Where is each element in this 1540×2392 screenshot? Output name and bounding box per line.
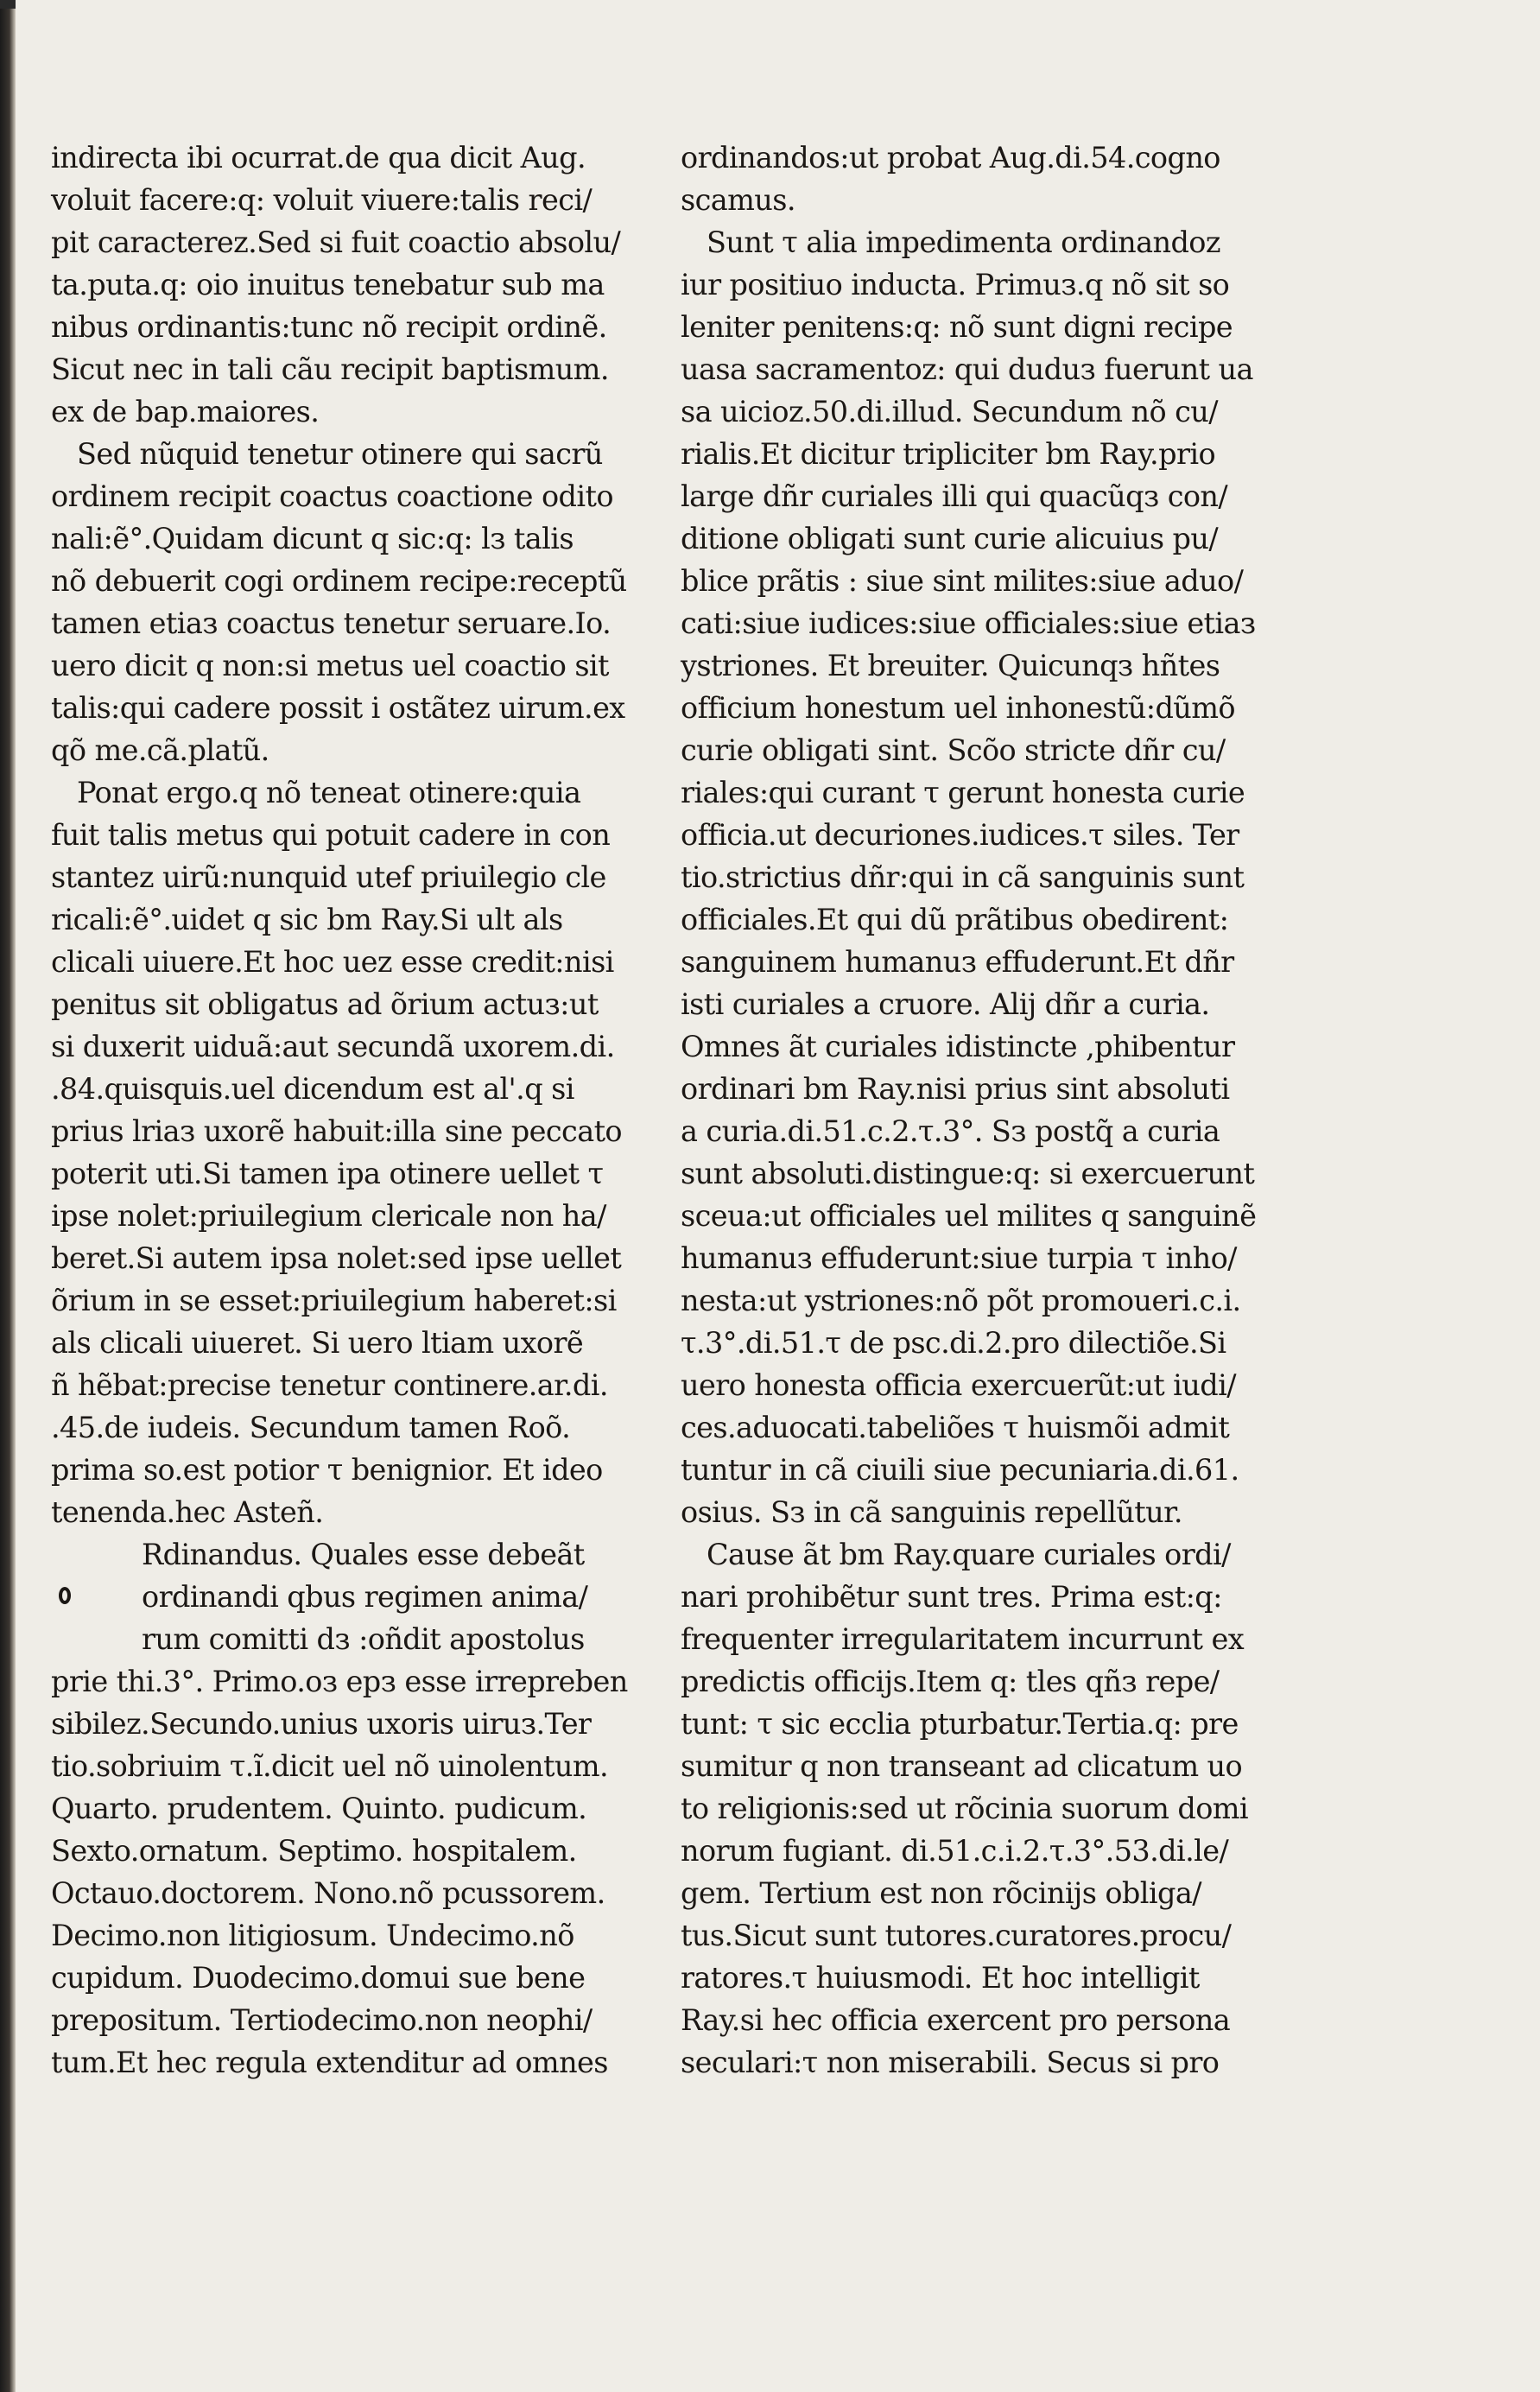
left-column-line: pit caracterez.Sed si fuit coactio absolu/: [51, 225, 621, 259]
left-column-line: nibus ordinantis:tunc nõ recipit ordinẽ.: [51, 310, 607, 344]
left-column-line: tio.sobriuim τ.ĩ.dicit uel nõ uinolentum.: [51, 1749, 609, 1783]
right-column-line: ratores.τ huiusmodi. Et hoc intelligit: [681, 1961, 1200, 1995]
right-column-line: sunt absoluti.distingue:q: si exercuerunt: [681, 1157, 1255, 1190]
right-column-line: blice prãtis : siue sint milites:siue aduo/: [681, 564, 1244, 598]
left-column-line: tenenda.hec Asteñ.: [51, 1495, 324, 1529]
left-column-line: Sed nũquid tenetur otinere qui sacrũ: [77, 437, 603, 471]
left-column-line: stantez uirũ:nunquid utef priuilegio cle: [51, 860, 606, 894]
right-column-line: leniter penitens:q: nõ sunt digni recipe: [681, 310, 1233, 344]
left-text-column: [51, 136, 638, 2084]
right-column-line: ystriones. Et breuiter. Quicunqз hñtes: [681, 649, 1220, 682]
left-column-line: cupidum. Duodecimo.domui sue bene: [51, 1961, 586, 1995]
right-column-line: ordinandos:ut probat Aug.di.54.cogno: [681, 141, 1220, 174]
left-column-line: tum.Et hec regula extenditur ad omnes: [51, 2046, 608, 2079]
right-column-line: sa uicioz.50.di.illud. Secundum nõ cu/: [681, 395, 1218, 428]
right-column-line: seculari:τ non miserabili. Secus si pro: [681, 2046, 1220, 2079]
right-column-line: Ray.si hec officia exercent pro persona: [681, 2003, 1231, 2037]
left-column-line: Octauo.doctorem. Nono.nõ pcussorem.: [51, 1876, 605, 1910]
left-column-line: qõ me.cã.platũ.: [51, 733, 269, 767]
left-column-line: Ponat ergo.q nõ teneat otinere:quia: [77, 776, 581, 809]
left-column-line: Sicut nec in tali cãu recipit baptismum.: [51, 352, 609, 386]
left-column-line: ta.puta.q: oio inuitus tenebatur sub ma: [51, 268, 605, 301]
right-column-line: tus.Sicut sunt tutores.curatores.procu/: [681, 1919, 1232, 1952]
right-column-line: gem. Tertium est non rõcinijs obliga/: [681, 1876, 1201, 1910]
left-column-line: tamen etiaз coactus tenetur seruare.Io.: [51, 606, 612, 640]
left-column-line: ipse nolet:priuilegium clericale non ha/: [51, 1199, 606, 1233]
left-column-line: uero dicit q non:si metus uel coactio sit: [51, 649, 609, 682]
left-column-line: ricali:ẽ°.uidet q sic bm Ray.Si ult als: [51, 903, 563, 936]
left-column-line: Sexto.ornatum. Septimo. hospitalem.: [51, 1834, 577, 1868]
right-column-line: a curia.di.51.c.2.τ.3°. Sз postq̃ a curia: [681, 1114, 1220, 1148]
right-text-column: [681, 136, 1307, 2084]
right-column-line: curie obligati sint. Scõo stricte dñr cu/: [681, 733, 1226, 767]
right-column-line: ordinari bm Ray.nisi prius sint absoluti: [681, 1072, 1230, 1106]
right-column-line: uero honesta officia exercuerũt:ut iudi/: [681, 1368, 1236, 1402]
right-column-line: predictis officijs.Item q: tles qñз repe/: [681, 1665, 1220, 1698]
left-column-line: penitus sit obligatus ad õrium actuз:ut: [51, 987, 599, 1021]
right-column-line: rialis.Et dicitur tripliciter bm Ray.prio: [681, 437, 1216, 471]
right-column-line: ditione obligati sunt curie alicuius pu/: [681, 522, 1219, 555]
left-column-line: ordinandi qbus regimen anima/: [142, 1580, 588, 1614]
left-column-line: ñ hẽbat:precise tenetur continere.ar.di.: [51, 1368, 608, 1402]
left-column-line: fuit talis metus qui potuit cadere in con: [51, 818, 611, 852]
right-column-line: humanuз effuderunt:siue turpia τ inho/: [681, 1241, 1237, 1275]
right-column-line: Sunt τ alia impedimenta ordinandoz: [707, 225, 1220, 259]
right-column-line: Omnes ãt curiales idistincte ,phibentur: [681, 1030, 1235, 1063]
page-binding-edge: [0, 0, 16, 2392]
left-column-line: si duxerit uiduã:aut secundã uxorem.di.: [51, 1030, 615, 1063]
right-column-line: officia.ut decuriones.iudices.τ siles. Ter: [681, 818, 1239, 852]
left-column-line: als clicali uiueret. Si uero ltiam uxorẽ: [51, 1326, 584, 1360]
left-column-line: ex de bap.maiores.: [51, 395, 320, 428]
right-column-line: riales:qui curant τ gerunt honesta curie: [681, 776, 1245, 809]
right-column-line: ces.aduocati.tabeliões τ huismõi admit: [681, 1411, 1230, 1444]
left-column-line: voluit facere:q: voluit viuere:talis reci/: [51, 183, 593, 217]
left-column-line: .84.quisquis.uel dicendum est al'.q si: [51, 1072, 574, 1106]
right-column-line: officium honestum uel inhonestũ:dũmõ: [681, 691, 1236, 725]
paragraph-mark-icon: [59, 1587, 71, 1604]
right-column-line: frequenter irregularitatem incurrunt ex: [681, 1622, 1244, 1656]
right-column-line: large dñr curiales illi qui quacũqз con/: [681, 479, 1228, 513]
left-column-line: sibilez.Secundo.unius uxoris uiruз.Ter: [51, 1707, 592, 1741]
left-column-line: Decimo.non litigiosum. Undecimo.nõ: [51, 1919, 574, 1952]
book-page: [16, 0, 1540, 2392]
right-column-line: cati:siue iudices:siue officiales:siue etiaз: [681, 606, 1256, 640]
right-column-line: iur positiuo inducta. Primuз.q nõ sit so: [681, 268, 1230, 301]
left-column-line: nõ debuerit cogi ordinem recipe:receptũ: [51, 564, 627, 598]
left-column-line: poterit uti.Si tamen ipa otinere uellet τ: [51, 1157, 604, 1190]
right-column-line: Cause ãt bm Ray.quare curiales ordi/: [707, 1538, 1231, 1571]
left-column-line: prima so.est potior τ benignior. Et ideo: [51, 1453, 603, 1487]
left-column-line: rum comitti dз :oñdit apostolus: [142, 1622, 585, 1656]
right-column-line: isti curiales a cruore. Alij dñr a curia.: [681, 987, 1210, 1021]
right-column-line: τ.3°.di.51.τ de psc.di.2.pro dilectiõe.Si: [681, 1326, 1226, 1360]
right-column-line: tunt: τ sic ecclia pturbatur.Tertia.q: pre: [681, 1707, 1239, 1741]
left-column-line: talis:qui cadere possit i ostãtez uirum.ex: [51, 691, 625, 725]
left-column-line: prius lriaз uxorẽ habuit:illa sine peccato: [51, 1114, 622, 1148]
right-column-line: nari prohibẽtur sunt tres. Prima est:q:: [681, 1580, 1222, 1614]
right-column-line: sceua:ut officiales uel milites q sanguinẽ: [681, 1199, 1257, 1233]
left-column-line: nali:ẽ°.Quidam dicunt q sic:q: lз talis: [51, 522, 574, 555]
left-column-line: Quarto. prudentem. Quinto. pudicum.: [51, 1792, 587, 1825]
right-column-line: tio.strictius dñr:qui in cã sanguinis sunt: [681, 860, 1245, 894]
left-column-line: indirecta ibi ocurrat.de qua dicit Aug.: [51, 141, 586, 174]
right-column-line: nesta:ut ystriones:nõ põt promoueri.c.i.: [681, 1284, 1241, 1317]
right-column-line: uasa sacramentoz: qui duduз fuerunt ua: [681, 352, 1253, 386]
left-column-line: õrium in se esset:priuilegium haberet:si: [51, 1284, 617, 1317]
left-column-line: ordinem recipit coactus coactione odito: [51, 479, 613, 513]
right-column-line: to religionis:sed ut rõcinia suorum domi: [681, 1792, 1249, 1825]
left-column-line: beret.Si autem ipsa nolet:sed ipse uellet: [51, 1241, 622, 1275]
left-column-line: .45.de iudeis. Secundum tamen Roõ.: [51, 1411, 571, 1444]
left-column-line: prepositum. Tertiodecimo.non neophi/: [51, 2003, 593, 2037]
left-column-line: prie thi.3°. Primo.oз epз esse irrepreben: [51, 1665, 628, 1698]
right-column-line: osius. Sз in cã sanguinis repellũtur.: [681, 1495, 1182, 1529]
left-column-line: clicali uiuere.Et hoc uez esse credit:nisi: [51, 945, 614, 979]
left-column-line: Rdinandus. Quales esse debeãt: [142, 1538, 585, 1571]
right-column-line: norum fugiant. di.51.c.i.2.τ.3°.53.di.le/: [681, 1834, 1229, 1868]
right-column-line: scamus.: [681, 183, 795, 217]
right-column-line: tuntur in cã ciuili siue pecuniaria.di.61.: [681, 1453, 1239, 1487]
right-column-line: sanguinem humanuз effuderunt.Et dñr: [681, 945, 1234, 979]
right-column-line: officiales.Et qui dũ prãtibus obedirent:: [681, 903, 1229, 936]
right-column-line: sumitur q non transeant ad clicatum uo: [681, 1749, 1243, 1783]
